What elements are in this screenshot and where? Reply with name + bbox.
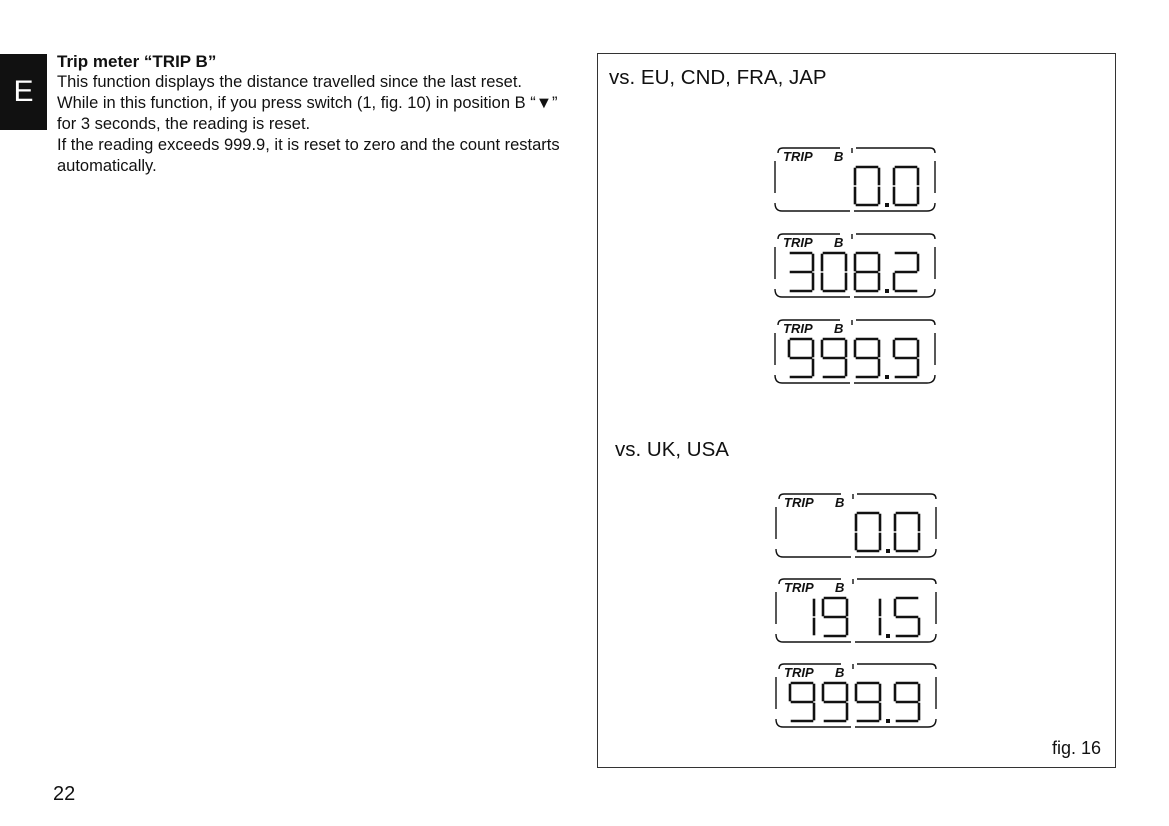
figure-caption: fig. 16 (1051, 738, 1101, 758)
lcd-decimal-point (885, 289, 889, 293)
lcd-sub-label: B (834, 235, 844, 250)
lcd-display (772, 231, 938, 303)
lcd-decimal-point (885, 375, 889, 379)
lcd-decimal-point (886, 634, 890, 638)
paragraph-3: If the reading exceeds 999.9, it is reset to zero and the count restarts automatically. (57, 136, 560, 175)
figure-panel (597, 53, 1116, 768)
lcd-display (772, 317, 938, 389)
paragraph-2: While in this function, if you press switch (1, fig. 10) in position B “▼” for 3 seconds, the reading is reset. (57, 94, 558, 133)
lcd-display (773, 491, 939, 563)
lcd-trip-label: TRIP (783, 149, 813, 164)
lcd-decimal-point (885, 203, 889, 207)
lcd-sub-label: B (835, 495, 845, 510)
lcd-trip-label: TRIP (783, 321, 813, 336)
lcd-sub-label: B (834, 321, 844, 336)
lcd-decimal-point (886, 719, 890, 723)
lcd-trip-label: TRIP (783, 235, 813, 250)
lcd-value (789, 339, 918, 379)
group-title-eu: vs. EU, CND, FRA, JAP (609, 66, 827, 89)
lcd-sub-label: B (835, 580, 845, 595)
lcd-value (791, 253, 918, 293)
lcd-decimal-point (886, 549, 890, 553)
lcd-trip-label: TRIP (784, 665, 814, 680)
lcd-value (855, 167, 918, 207)
lcd-sub-label: B (834, 149, 844, 164)
lcd-trip-label: TRIP (784, 580, 814, 595)
lcd-display (773, 661, 939, 733)
section-heading: Trip meter “TRIP B” (57, 52, 217, 71)
lcd-sub-label: B (835, 665, 845, 680)
lcd-value (814, 598, 919, 638)
page-number: 22 (53, 783, 76, 805)
paragraph-1: This function displays the distance travelled since the last reset. (57, 73, 522, 91)
text-column (57, 51, 577, 177)
lcd-display (772, 145, 938, 217)
group-title-uk-usa: vs. UK, USA (615, 438, 729, 461)
lcd-value (790, 683, 919, 723)
language-tab: E (0, 54, 47, 130)
lcd-value (856, 513, 919, 553)
lcd-display (773, 576, 939, 648)
lcd-trip-label: TRIP (784, 495, 814, 510)
